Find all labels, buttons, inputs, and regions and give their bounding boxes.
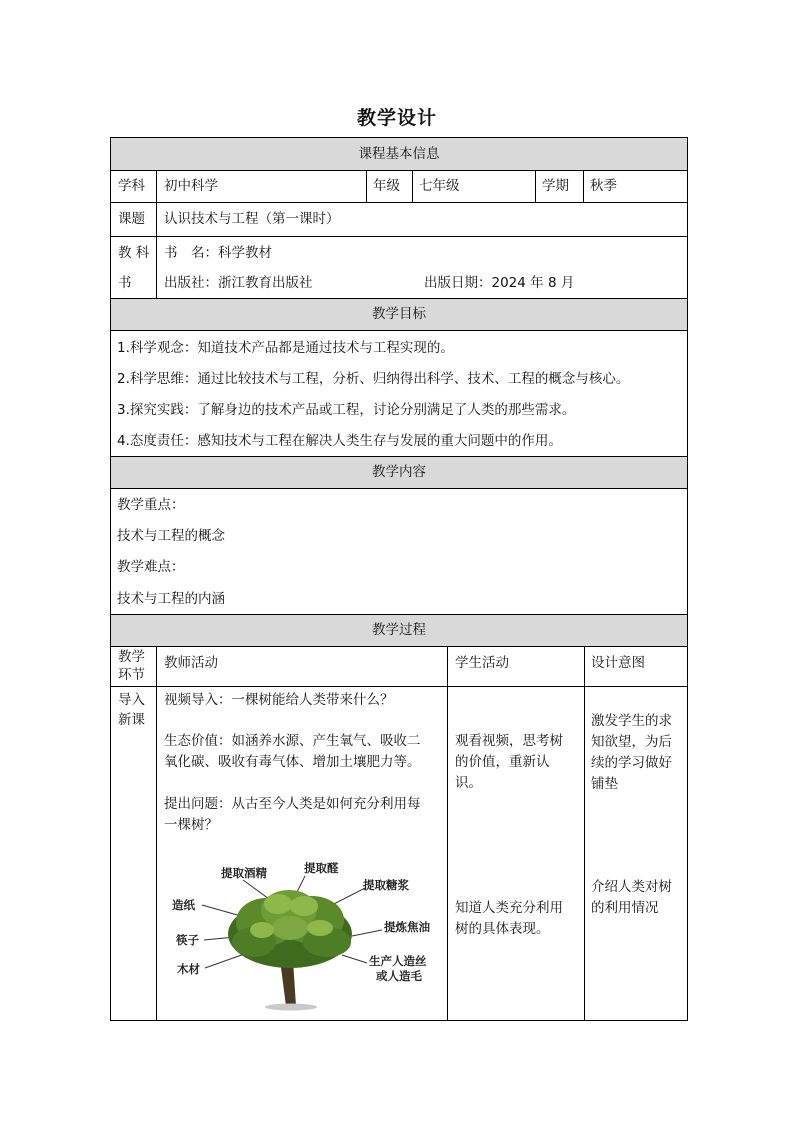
difficulty-label: 教学难点： <box>117 559 185 575</box>
header-intent: 设计意图 <box>591 655 645 671</box>
teacher-activity-2b: 氧化碳、吸收有毒气体、增加土壤肥力等。 <box>164 754 421 770</box>
header-teacher: 教师活动 <box>164 655 218 671</box>
teacher-activity-2a: 生态价值：如涵养水源、产生氧气、吸收二 <box>164 733 421 749</box>
publisher: 出版社：浙江教育出版社 <box>164 275 313 291</box>
key-point-label: 教学重点： <box>117 497 185 513</box>
tree-label-paper: 造纸 <box>172 898 195 912</box>
intent-1d: 铺垫 <box>591 776 618 792</box>
publish-date: 出版日期：2024 年 8 月 <box>424 275 575 291</box>
textbook-label-1: 教 科 <box>118 245 150 261</box>
intent-2b: 的利用情况 <box>591 900 659 916</box>
student-activity-2a: 知道人类充分利用 <box>455 900 563 916</box>
tree-label-alcohol: 提取酒精 <box>221 866 267 880</box>
teacher-activity-1: 视频导入：一棵树能给人类带来什么？ <box>164 692 394 708</box>
section-objectives: 教学目标 <box>372 306 426 322</box>
intent-2a: 介绍人类对树 <box>591 879 672 895</box>
topic-label: 课题 <box>118 211 145 227</box>
student-activity-1a: 观看视频，思考树 <box>455 733 563 749</box>
topic-value: 认识技术与工程（第一课时） <box>164 211 340 227</box>
intent-1a: 激发学生的求 <box>591 713 672 729</box>
section-basic-info: 课程基本信息 <box>358 146 440 162</box>
tree-label-aldehyde: 提取醛 <box>304 861 339 875</box>
tree-label-wood: 木材 <box>177 962 200 976</box>
header-student: 学生活动 <box>455 655 509 671</box>
student-activity-2b: 树的具体表现。 <box>455 921 550 937</box>
term-label: 学期 <box>542 178 569 194</box>
subject-label: 学科 <box>118 178 145 194</box>
document-title: 教学设计 <box>356 107 437 129</box>
grade-label: 年级 <box>373 178 400 194</box>
difficulty-value: 技术与工程的内涵 <box>117 591 225 607</box>
objective-item: 4.态度责任：感知技术与工程在解决人类生存与发展的重大问题中的作用。 <box>117 433 562 449</box>
teacher-activity-3b: 一棵树？ <box>164 817 218 833</box>
section-process: 教学过程 <box>372 622 426 638</box>
header-stage-2: 环节 <box>118 667 145 683</box>
tree-label-tar: 提炼焦油 <box>384 920 430 934</box>
tree-label-rayon-1: 生产人造丝 <box>369 954 427 968</box>
tree-label-chopsticks: 筷子 <box>176 933 199 947</box>
tree-label-rayon-2: 或人造毛 <box>376 969 422 983</box>
stage-2: 新课 <box>118 712 145 728</box>
subject-value: 初中科学 <box>164 178 218 194</box>
key-point-value: 技术与工程的概念 <box>117 528 225 544</box>
textbook-label-2: 书 <box>118 275 132 291</box>
stage-1: 导入 <box>118 692 145 708</box>
objective-item: 3.探究实践：了解身边的技术产品或工程，讨论分别满足了人类的那些需求。 <box>117 402 576 418</box>
student-activity-1b: 的价值，重新认 <box>455 754 550 770</box>
header-stage-1: 教学 <box>118 649 145 665</box>
grade-value: 七年级 <box>419 178 460 194</box>
intent-1c: 续的学习做好 <box>591 755 672 771</box>
tree-label-syrup: 提取糖浆 <box>363 878 409 892</box>
teacher-activity-3a: 提出问题：从古至今人类是如何充分利用每 <box>164 796 421 812</box>
objective-item: 1.科学观念：知道技术产品都是通过技术与工程实现的。 <box>117 340 454 356</box>
section-content: 教学内容 <box>372 464 426 480</box>
intent-1b: 知欲望，为后 <box>591 734 672 750</box>
student-activity-1c: 识。 <box>455 775 482 791</box>
objective-item: 2.科学思维：通过比较技术与工程，分析、归纳得出科学、技术、工程的概念与核心。 <box>117 371 630 387</box>
book-name: 书 名：科学教材 <box>164 245 272 261</box>
term-value: 秋季 <box>590 178 617 194</box>
